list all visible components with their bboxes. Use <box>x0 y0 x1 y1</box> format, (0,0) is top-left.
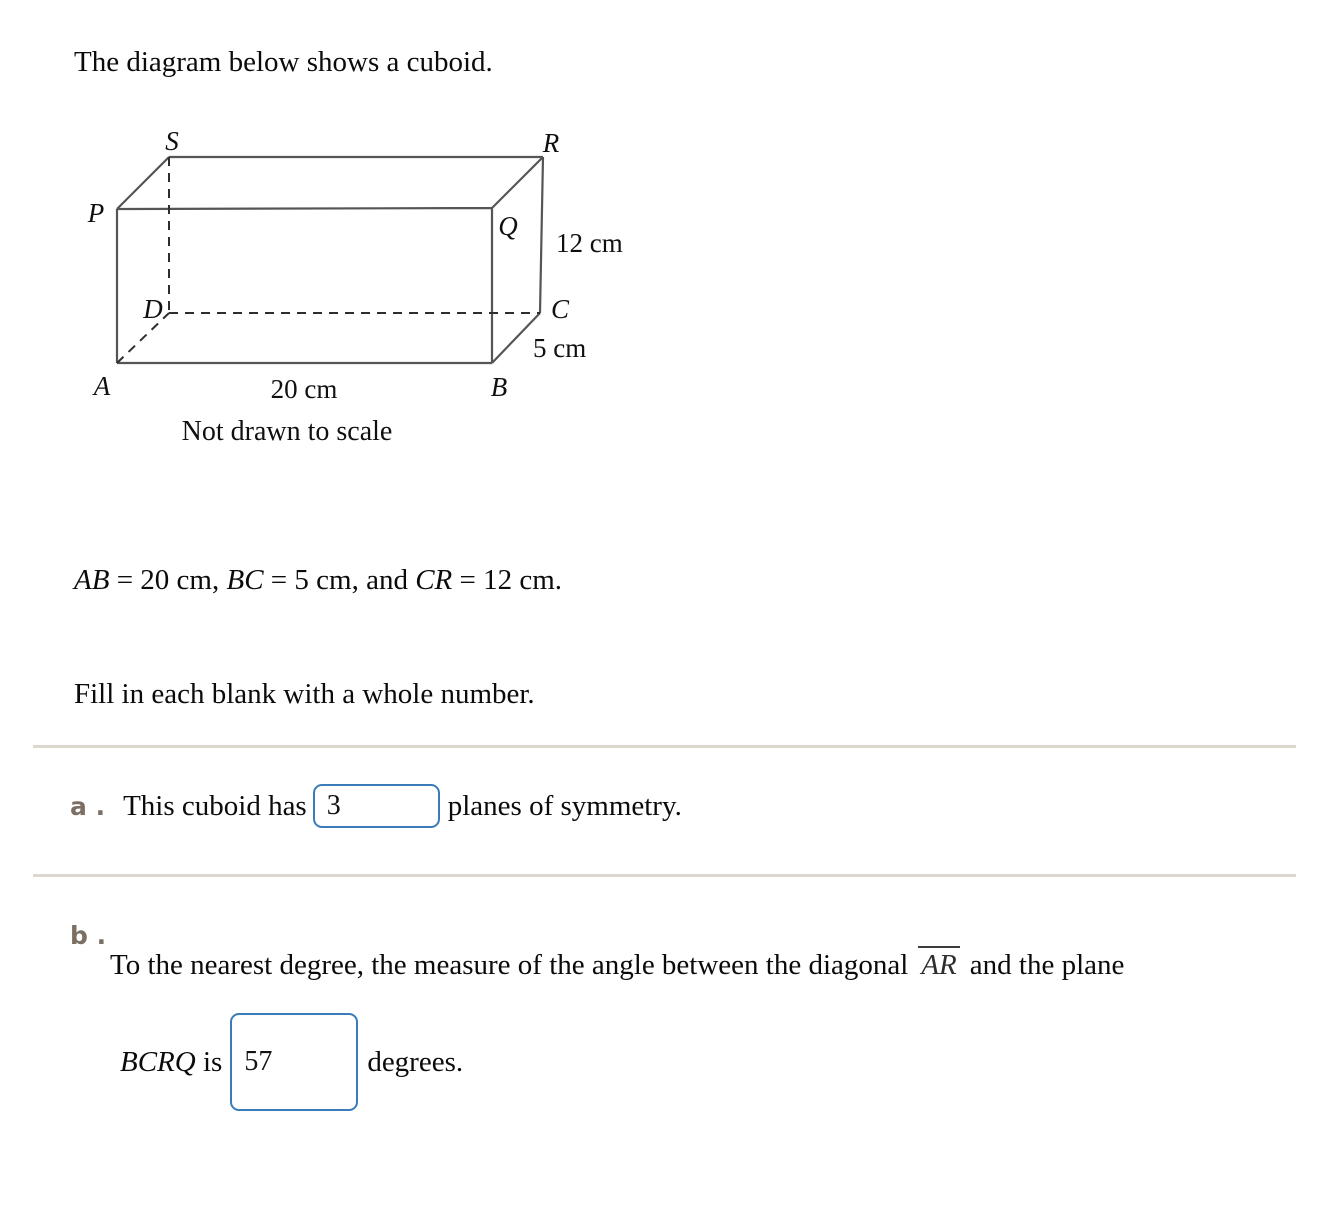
given-var-ab: AB <box>74 564 110 596</box>
vertex-label-s: S <box>165 126 179 156</box>
planes-of-symmetry-input[interactable] <box>313 784 440 828</box>
given-measurements <box>74 564 562 597</box>
degrees-label: degrees. <box>367 1045 464 1078</box>
plane-bcrq-label: BCRQ <box>120 1045 196 1078</box>
part-b-verb: is <box>195 1045 223 1078</box>
given-rest-2: = 5 cm, and <box>263 564 416 596</box>
cuboid-diagram <box>0 100 700 460</box>
part-b-label: b . <box>70 921 107 950</box>
given-var-cr: CR <box>415 564 453 596</box>
fill-blank-instruction: Fill in each blank with a whole number. <box>74 678 535 710</box>
part-b-text-after: and the plane <box>969 949 1125 981</box>
section-divider-middle <box>33 874 1296 877</box>
angle-degrees-input[interactable] <box>230 1013 358 1111</box>
problem-title: The diagram below shows a cuboid. <box>74 46 493 78</box>
vertex-label-c: C <box>550 294 570 324</box>
section-divider-top <box>33 745 1296 748</box>
cuboid-solid-edges <box>117 157 543 363</box>
diagonal-ar-overline: AR <box>918 946 959 982</box>
width-dimension-label: 20 cm <box>270 374 338 404</box>
part-b-line1 <box>110 946 1124 982</box>
part-a-row <box>70 784 682 828</box>
part-b-text-before: To the nearest degree, the measure of the angle between the diagonal <box>110 949 909 981</box>
part-b-line2 <box>120 1012 463 1112</box>
height-dimension-label: 12 cm <box>556 228 623 258</box>
vertex-label-b: B <box>490 372 508 402</box>
cuboid-hidden-edges <box>117 157 540 363</box>
vertex-label-a: A <box>93 371 111 401</box>
depth-dimension-label: 5 cm <box>533 333 587 363</box>
given-rest-3: = 12 cm. <box>452 564 563 596</box>
not-drawn-to-scale-note: Not drawn to scale <box>181 416 393 447</box>
vertex-label-p: P <box>87 198 105 228</box>
part-a-text-before: This cuboid has <box>123 789 307 822</box>
vertex-label-q: Q <box>498 211 518 241</box>
given-rest-1: = 20 cm, <box>109 564 227 596</box>
vertex-label-r: R <box>542 128 560 158</box>
vertex-label-d: D <box>143 294 163 324</box>
part-a-label: a . <box>70 791 106 821</box>
given-var-bc: BC <box>226 564 264 596</box>
part-a-text-after: planes of symmetry. <box>447 789 682 822</box>
